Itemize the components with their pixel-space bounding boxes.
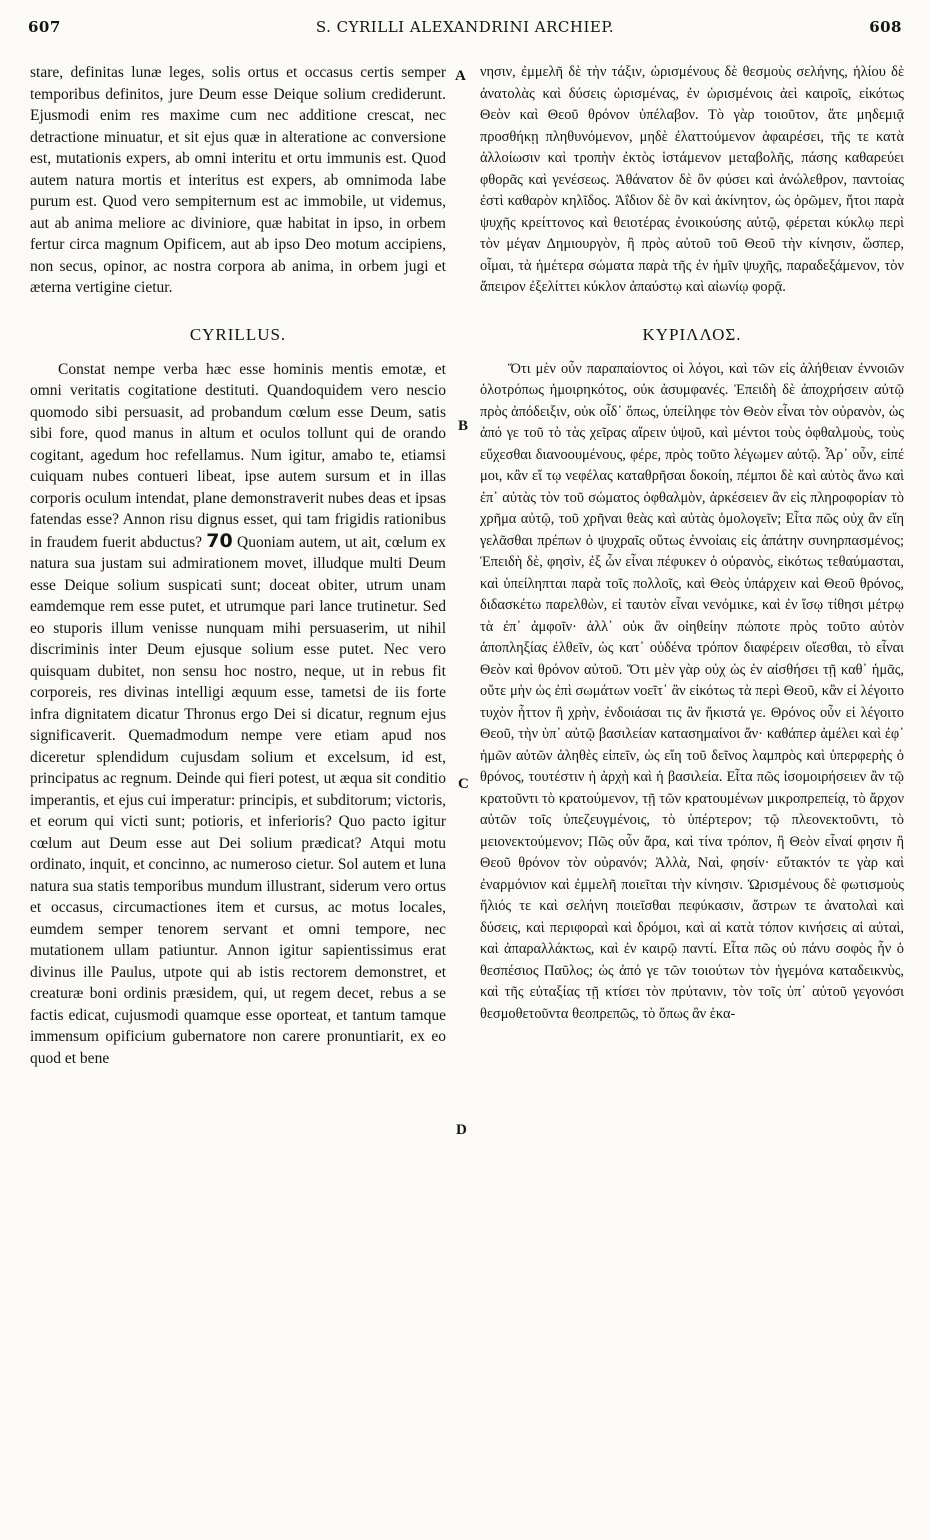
latin-paragraph-2-part-2: Quoniam autem, ut ait, cœlum ex natura sua justam sui admirationem movet, illudque multi Deum esse Deique solium suspicati sunt; doceat obiter, utrum unam eamdemque rem esse putet, et utrumque pari lance trutinetur. Sed eo stuporis illum venisse nunquam mihi persuaserim, ut nihil discriminis inter Deum ejusque solium esse putet. Nec vero quisquam dubitet, non sensu hoc nostro, neque, ut in rebus fit corporeis, res divinas intelligi æquum esse, tametsi de iis forte infra dignitatem dicatur Thronus ergo Dei si dicatur, regnum ejus significaverit. Quemadmodum nempe vere etiam apud nos diceretur splendidum cujusdam solium et excelsum, id est, principatus ac regnum. Deinde qui fieri potest, ut æqua sit conditio imperantis, et ejus cui imperatur: principis, et subditorum; victoris, et eorum qui victi sunt; potioris, et inferioris? Quo pacto igitur cœlum aut Deum esse aut Dei solium prædicat? Atqui motu ordinato, inquit, et concinno, ac numeroso cietur. Sol autem et luna natura sua statis temporibus mundum illustrant, siderum vero ortus et occasus, circumactiones item et cursus, ac motus locales, eumdem semper tenorem servant et omni tempore, nec mutationem ullam patiuntur. Annon igitur sapientissimus erat divinus ille Paulus, utpote qui ab istis rectorem demonstret, et creaturæ boni ordinis præsidem, qui, ut regem decet, rebus a se factis edicat, cujusmodi quamque esse oporteat, et tantum tamque immensum opificium gubernatore non carere pronuntiarit, ex eo quod et bene (30, 533, 446, 1067)
greek-column (480, 62, 904, 1025)
margin-letter-b: B (458, 418, 469, 434)
column-marker-70: 70 (206, 529, 233, 552)
latin-paragraph-1: stare, definitas lunæ leges, solis ortus et occasus certis semper temporibus definitos, jure Deum esse Deique solium crediderunt. Ejusmodi enim res maxime cum nec additione crescat, nec detractione minuatur, et sit ejus quæ in alteratione ac conversione est, mutationis expers, ab omni interitu et ortu immunis est. Quod autem natura mortis et interitus est expers, ab omnimoda labe purum est. Quod vero sempiternum est ac immobile, ut videmus, aut ab anima meliore ac diviniore, quæ habitat in ipso, in orbem fertur circa magnum Opificem, aut ab ipso Deo motum accipiens, non secus, opinor, ac nostra corpora ab anima, in orbem jugi et æterna vertigine cietur. (30, 64, 446, 296)
page-number-left: 607 (28, 18, 61, 36)
running-title: S. CYRILLI ALEXANDRINI ARCHIEP. (315, 18, 615, 36)
latin-column (30, 62, 446, 1069)
greek-section-title: ΚΥΡΙΛΛΟΣ. (642, 324, 742, 344)
greek-paragraph-1: νησιν, ἐμμελῆ δὲ τὴν τάξιν, ὡρισμένους δὲ θεσμοὺς σελήνης, ἡλίου δὲ ἀνατολὰς καὶ δύσεις ὡρισμένας, ἐν ὡρισμένοις ἀεὶ καιροῖς, εἰκότως Θεὸν καὶ Θεοῦ θρόνον ὑπέλαβον. Τὸ γὰρ τοιοῦτον, ἅτε μηδεμιᾷ προσθήκῃ πληθυνόμενον, μηδὲ ἐλαττούμενον ἀφαιρέσει, τῆς τε κατὰ ἀλλοίωσιν καὶ τροπὴν ἐκτὸς ἱστάμενον μεταβολῆς, πάσης καθαρεύει φθορᾶς καὶ γενέσεως. Ἀθάνατον δὲ ὂν φύσει καὶ ἀνώλεθρον, παντοίας ἐστὶ καθαρὸν κηλῖδος. Ἀΐδιον δὲ ὂν καὶ ἀκίνητον, ὡς ὁρῶμεν, ἤτοι παρὰ ψυχῆς κρείττονος καὶ θειοτέρας ἐνοικούσης αὐτῷ, φέρεται κύκλῳ περὶ τὸν μέγαν Δημιουργὸν, ἢ πρὸς αὐτοῦ τοῦ Θεοῦ τὴν κίνησιν, ὥσπερ, οἶμαι, τὰ ἡμέτερα σώματα παρὰ τῆς ἐν ἡμῖν ψυχῆς, παραδεξάμενον, τὸν ἄπειρον ἐξελίττει κύκλον ἀπαύστῳ καὶ αἰωνίῳ φορᾷ. (480, 64, 904, 295)
margin-letter-c: C (458, 776, 469, 792)
latin-paragraph-2 (30, 359, 446, 1070)
margin-letter-d: D (456, 1122, 467, 1138)
greek-paragraph-2: Ὅτι μὲν οὖν παραπαίοντος οἱ λόγοι, καὶ τῶν εἰς ἀλήθειαν ἐννοιῶν ὁλοτρόπως ἠμοιρηκότος, οὐκ ἀσυμφανές. Ἐπειδὴ δὲ ἀποχρήσειν αὐτῷ πρὸς ἀπόδειξιν, οὐκ οἶδ᾽ ὅπως, ὑπείληφε τὸν Θεὸν εἶναι τὸν οὐρανὸν, ὡς ἀπό γε τοῦ τὸ τὰς χεῖρας αἴρειν ὑψοῦ, καὶ μέντοι τοὺς ὀφθαλμοὺς, τοὺς εὔχεσθαι διανοουμένους, φέρε, πρὸς τοῦτο λέγωμεν αὐτῷ. Ἆρ᾽ οὖν, εἰπέ μοι, κἂν εἴ τῳ νεφέλας καταθρῆσαι δοκοίη, πέμποι δὲ καὶ αὐτὸς ἄνω καὶ ἐπ᾽ αὐτὰς τὸν τοῦ σώματος ὀφθαλμὸν, ἀρκέσειεν ἂν εἰς πληροφορίαν τὸ χρῆμα αὐτῷ, τοῦ χρῆναι θεὰς καὶ αὐτὰς ὁμολογεῖν; Εἶτα πῶς οὐχ ἂν εἴη γελᾶσθαι πρέπων ὁ ψυχραῖς οὕτως ἐννοίαις εἰς ἀπάτην συνηρπασμένος; Ἐπειδὴ δὲ, φησὶν, ἐξ ὧν εἶναι πέφυκεν ὁ οὐρανὸς, εἰκότως τεθαύμασται, καὶ ὑπείληπται παρὰ τοῖς πολλοῖς, καὶ Θεὸς ὑπάρχειν καὶ Θεοῦ θρόνος, διδασκέτω παρελθὼν, εἰ ταυτὸν εἶναι νενόμικε, καὶ ἐν ἴσῳ τίθησι μέτρῳ τὰ ἐπ᾽ ἀμφοῖν· ἀλλ᾽ οὐκ ἂν οἰηθείην πώποτε πρὸς τοῦτο αὐτὸν ἀποπληξίας ἐλθεῖν, ὡς κατ᾽ οὐδένα τρόπον διαφέρειν οἴεσθαι, τὸ εἶναι Θεὸν καὶ θρόνον αὐτοῦ. Ὅτι μὲν γὰρ οὐχ ὡς ἐν αἰσθήσει τῇ καθ᾽ ἡμᾶς, οὔτε μὴν ὡς ἐπὶ σωμάτων νοεῖτ᾽ ἂν εἰκότως τὰ περὶ Θεοῦ, κἂν εἰ λέγοιτο τυχὸν ἧττον ἢ χρὴν, ἐνδοιάσαι τις ἂν ἥκιστά γε. Θρόνος οὖν εἰ λέγοιτο Θεοῦ, τὴν ὑπ᾽ αὐτῷ βασιλείαν κατασημαίνοι ἄν· καθάπερ ἀμέλει καὶ ἐφ᾽ ἡμῶν αὐτῶν ἀληθὲς εἰπεῖν, ὡς εἴη τοῦ δεῖνος λαμπρὸς καὶ ὑπερφερὴς ὁ θρόνος, τουτέστιν ἡ ἀρχὴ καὶ ἡ βασιλεία. Εἶτα πῶς ἰσομοιρήσειεν ἂν τῷ κρατοῦντι τὸ κρατούμενον, τῇ τῶν κρατουμένων μικροπρεπείᾳ, τὸ ἄρχον αὐτῶν τοῖς ὑπεζευγμένοις, τὸ ὑπέρτερον; τῷ πλεονεκτοῦντι, τὸ μειονεκτούμενον; Πῶς οὖν ἄρα, καὶ τίνα τρόπον, ἢ Θεὸν εἶναί φησιν ἢ Θεοῦ θρόνον τὸν οὐρανόν; Ἀλλὰ, Ναὶ, φησίν· εὔτακτόν τε γὰρ καὶ ἐναρμόνιον καὶ ἐμμελῆ ποιεῖται τὴν κίνησιν. Ὡρισμένους δὲ φωτισμοὺς ἥλιός τε καὶ σελήνη ποιεῖσθαι πεφύκασιν, ἄστρων τε ἀνατολαὶ καὶ δύσεις, καὶ περιφοραὶ καὶ δρόμοι, καὶ αἱ κατὰ τόπον κινήσεις αἱ αὐταὶ, καὶ ἀπαραλλάκτως, καὶ ἐν καιρῷ παντί. Εἶτα πῶς οὐ πάνυ σοφὸς ἦν ὁ θεσπέσιος Παῦλος; ὡς ἀπό γε τῶν τοιούτων τὸν ἡγεμόνα καταδεικνὺς, καὶ τῆς εὐταξίας τῇ κτίσει τὸν πρύτανιν, τὸν τοῖς ὑπ᾽ αὐτοῦ γεγονόσι θεσμοθετοῦντα θεοπρεπῶς, τὸ ὅπως ἂν ἑκα- (480, 360, 904, 1022)
latin-section-title: CYRILLUS. (189, 324, 287, 344)
page-header (28, 12, 902, 44)
margin-letter-a: A (455, 68, 466, 84)
page-number-right: 608 (869, 18, 902, 36)
latin-paragraph-2-part-1: Constat nempe verba hæc esse hominis mentis emotæ, et omni veritatis cogitatione destituti. Quandoquidem vero nescio quomodo sibi persuasit, ad probandum cœlum esse Deum, satis sibi fore, quod manus in altum et oculos tollunt qui de orando cogitant, agedum hoc refellamus. Num igitur, amabo te, etiamsi cuiquam nubes contueri libeat, ipse autem sursum et in illas corporis oculum intendat, plane demonstraverit nubes deas et ipsas fatendas esse? Annon risu dignus esset, qui tam frigidis rationibus in fraudem fuerit abductus? (30, 360, 446, 551)
